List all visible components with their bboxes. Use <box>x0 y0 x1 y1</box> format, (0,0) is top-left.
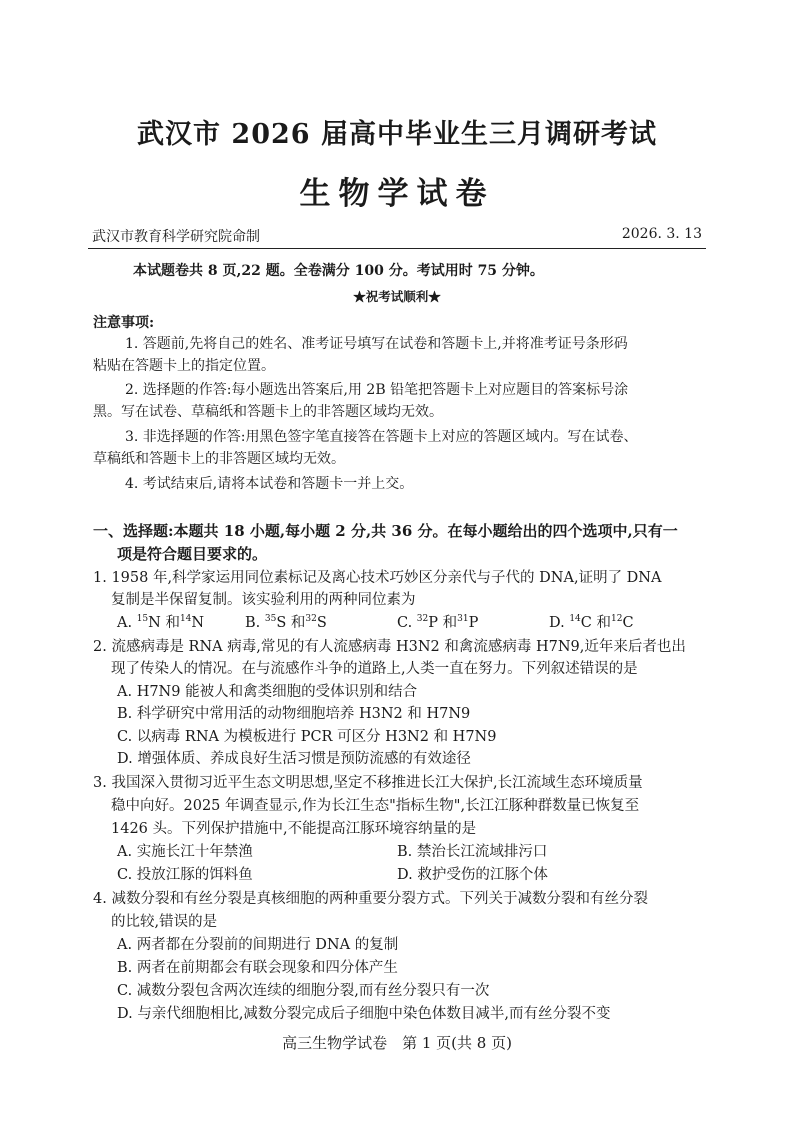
notice-item-4: 4. 考试结束后,请将本试卷和答题卡一并上交。 <box>125 476 414 492</box>
q4-option-a: A. 两者都在分裂前的间期进行 DNA 的复制 <box>117 937 399 953</box>
q1-option-b: B. $^{35}$S 和$^{32}$S <box>245 614 327 631</box>
q2-stem-line2: 现了传染人的情况。在与流感作斗争的道路上,人类一直在努力。下列叙述错误的是 <box>111 661 638 677</box>
section-title-line2: 项是符合题目要求的。 <box>117 545 268 563</box>
q2-option-b: B. 科学研究中常用活的动物细胞培养 H3N2 和 H7N9 <box>117 706 471 722</box>
q2-option-a: A. H7N9 能被人和禽类细胞的受体识别和结合 <box>117 684 418 700</box>
q1-option-c: C. $^{32}$P 和$^{31}$P <box>397 614 479 631</box>
q4-option-b: B. 两者在前期都会有联会现象和四分体产生 <box>117 960 398 976</box>
notice-item-1-line1: 1. 答题前,先将自己的姓名、准考证号填写在试卷和答题卡上,并将准考证号条形码 <box>125 336 628 352</box>
good-luck-wish: ★祝考试顺利★ <box>353 289 441 304</box>
q3-stem-line3: 1426 头。下列保护措施中,不能提高江豚环境容纳量的是 <box>111 821 477 837</box>
q3-option-c: C. 投放江豚的饵料鱼 <box>117 867 253 883</box>
q1-option-a: A. $^{15}$N 和$^{14}$N <box>117 614 205 631</box>
q3-option-d: D. 救护受伤的江豚个体 <box>397 867 548 883</box>
q2-stem-line1: 2. 流感病毒是 RNA 病毒,常见的有人流感病毒 H3N2 和禽流感病毒 H7N9,近年来后者也出 <box>93 639 686 655</box>
notice-item-1-line2: 粘贴在答题卡上的指定位置。 <box>93 358 275 374</box>
notice-item-2-line2: 黑。写在试卷、草稿纸和答题卡上的非答题区域均无效。 <box>93 404 443 420</box>
q3-stem-line1: 3. 我国深入贯彻习近平生态文明思想,坚定不移推进长江大保护,长江流域生态环境质量 <box>93 775 643 791</box>
q2-option-c: C. 以病毒 RNA 为模板进行 PCR 可区分 H3N2 和 H7N9 <box>117 729 497 745</box>
q1-stem-line1: 1. 1958 年,科学家运用同位素标记及离心技术巧妙区分亲代与子代的 DNA,证明了 DNA <box>93 570 662 586</box>
section-title-line1: 一、选择题:本题共 18 小题,每小题 2 分,共 36 分。在每小题给出的四个选项中,只有一 <box>93 522 678 540</box>
subject-title: 生物学试卷 <box>299 176 495 212</box>
exam-title: 武汉市 2026 届高中毕业生三月调研考试 <box>137 119 657 150</box>
notice-item-3-line2: 草稿纸和答题卡上的非答题区域均无效。 <box>93 451 345 467</box>
q3-option-b: B. 禁治长江流域排污口 <box>397 844 548 860</box>
q4-stem-line1: 4. 减数分裂和有丝分裂是真核细胞的两种重要分裂方式。下列关于减数分裂和有丝分裂 <box>93 891 648 907</box>
q1-stem-line2: 复制是半保留复制。该实验利用的两种同位素为 <box>111 592 416 608</box>
q3-stem-line2: 稳中向好。2025 年调查显示,作为长江生态"指标生物",长江江豚种群数量已恢复至 <box>111 798 640 814</box>
q4-option-c: C. 减数分裂包含两次连续的细胞分裂,而有丝分裂只有一次 <box>117 983 490 999</box>
q2-option-d: D. 增强体质、养成良好生活习惯是预防流感的有效途径 <box>117 751 471 767</box>
page-footer: 高三生物学试卷 第 1 页(共 8 页) <box>282 1034 512 1052</box>
notice-item-2-line1: 2. 选择题的作答:每小题选出答案后,用 2B 铅笔把答题卡上对应题目的答案标号涂 <box>125 382 629 398</box>
notice-title: 注意事项: <box>93 315 155 331</box>
notice-item-3-line1: 3. 非选择题的作答:用黑色签字笔直接答在答题卡上对应的答题区域内。写在试卷、 <box>125 429 638 445</box>
publisher: 武汉市教育科学研究院命制 <box>92 229 260 245</box>
exam-info: 本试题卷共 8 页,22 题。全卷满分 100 分。考试用时 75 分钟。 <box>133 263 544 279</box>
exam-date: 2026. 3. 13 <box>621 226 702 242</box>
header-divider <box>88 248 706 249</box>
q1-option-d: D. $^{14}$C 和$^{12}$C <box>549 614 634 631</box>
q4-option-d: D. 与亲代细胞相比,减数分裂完成后子细胞中染色体数目减半,而有丝分裂不变 <box>117 1006 611 1022</box>
q3-option-a: A. 实施长江十年禁渔 <box>117 844 253 860</box>
q4-stem-line2: 的比较,错误的是 <box>111 914 218 930</box>
